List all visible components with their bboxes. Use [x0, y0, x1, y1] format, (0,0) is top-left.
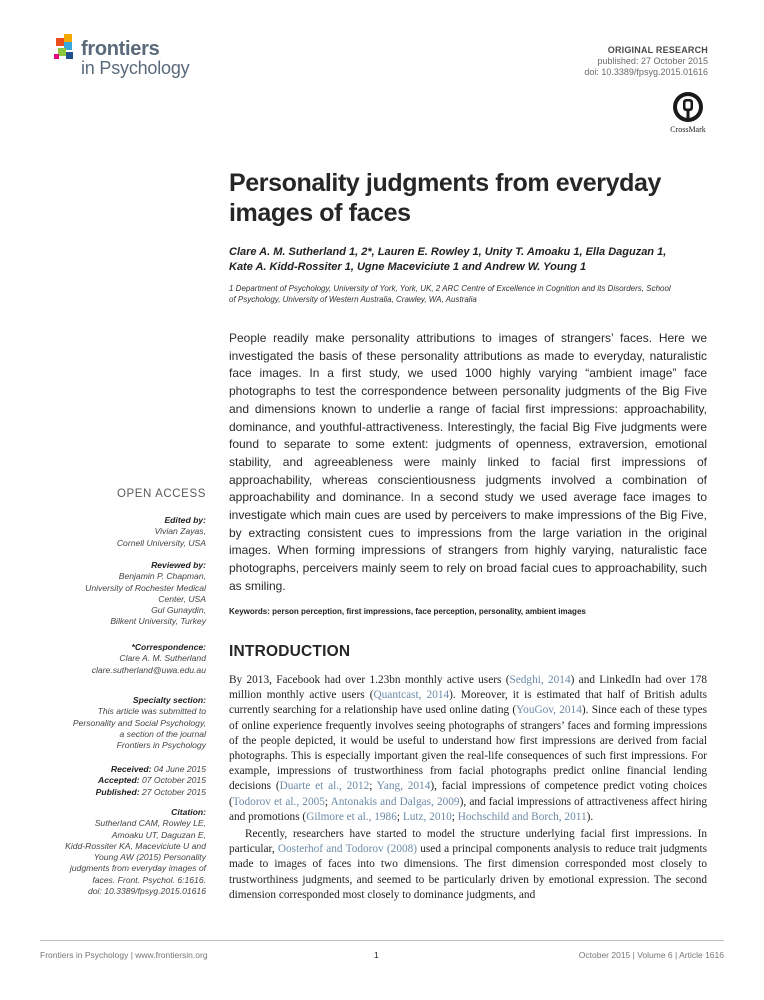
intro-paragraph-2 — [229, 827, 707, 903]
body-text: ). Since each of these types of online experience frequently involves seeing photographs of strangers’ faces and forming impressions of the people depicted, it would be useful to understand how first impressions are derived from facial photographs. This is especially important given the real-life consequences of such first impressions. For example, impressions of trustworthiness from facial photographs predict online financial lending decisions ( — [229, 704, 707, 793]
frontiers-logo-icon — [54, 34, 80, 64]
body-text: ). — [586, 810, 594, 823]
body-text: ; — [451, 810, 458, 823]
sidebar-line: faces. Front. Psychol. 6:1616. — [92, 874, 206, 885]
crossmark-badge[interactable] — [668, 91, 708, 137]
sidebar-line: This article was submitted to — [97, 706, 206, 717]
introduction-body — [229, 673, 707, 903]
footer-volume-info: October 2015 | Volume 6 | Article 1616 — [578, 950, 724, 960]
keywords: Keywords: person perception, first impressions, face perception, personality, ambient images — [229, 607, 586, 616]
body-text: ; — [396, 810, 403, 823]
reviewed-by-lines — [6, 571, 206, 627]
citation-link[interactable]: Sedghi, 2014 — [509, 674, 571, 686]
sidebar-line: Kidd-Rossiter KA, Maceviciute U and — [65, 840, 206, 851]
correspondence-lines[interactable] — [6, 653, 206, 676]
body-text: ), facial impressions of competence predict voting choices ( — [229, 780, 708, 808]
reviewed-by-block — [6, 560, 206, 628]
body-text: ). Moreover, it is estimated that half of British adults currently searching for a relationship have used online dating ( — [229, 689, 707, 717]
published-date: published: 27 October 2015 — [597, 56, 708, 66]
citation-link[interactable]: Todorov et al., 2005 — [232, 795, 325, 808]
article-title — [229, 168, 729, 228]
body-text: used a principal components analysis to reduce trait judgments made to images of faces into two dimensions. The first dimension corresponded most closely to trustworthiness judgments, and seemed to be particularly driven by emotional expression. The second dimension corresponded most closely to dominance judgments, and — [229, 843, 707, 901]
open-access-label: OPEN ACCESS — [116, 488, 206, 500]
footer-journal-link[interactable]: Frontiers in Psychology | www.frontiersin.org — [40, 950, 208, 960]
citation-link[interactable]: Lutz, 2010 — [402, 810, 452, 823]
sidebar-line: Frontiers in Psychology — [116, 740, 206, 751]
sidebar-line: a section of the journal — [119, 728, 206, 739]
sidebar-line: University of Rochester Medical — [85, 582, 206, 593]
body-text: ) and LinkedIn had over 178 million monthly active users ( — [229, 674, 708, 702]
sidebar-line: Benjamin P. Chapman, — [118, 571, 206, 582]
doi: doi: 10.3389/fpsyg.2015.01616 — [584, 67, 708, 77]
section-heading-introduction: INTRODUCTION — [229, 643, 351, 660]
sidebar-line: judgments from everyday images of — [69, 863, 206, 874]
crossmark-icon — [668, 91, 708, 125]
citation-link[interactable]: Gilmore et al., 1986 — [306, 810, 397, 823]
page-number: 1 — [374, 950, 379, 960]
body-text: By 2013, Facebook had over 1.23bn monthly active users ( — [229, 674, 510, 686]
edited-by-lines — [6, 526, 206, 549]
sidebar-line: Cornell University, USA — [116, 537, 206, 548]
specialty-lines — [6, 706, 206, 751]
title-line-1: Personality judgments from everyday — [229, 169, 661, 197]
reviewed-by-label: Reviewed by: — [151, 560, 206, 570]
sidebar-line: Center, USA — [158, 593, 206, 604]
correspondence-block — [6, 642, 206, 676]
specialty-block — [6, 695, 206, 751]
sidebar-line: doi: 10.3389/fpsyg.2015.01616 — [87, 886, 206, 897]
edited-by-label: Edited by: — [164, 515, 206, 525]
sidebar-line: Amoaku UT, Daguzan E, — [111, 829, 206, 840]
sidebar-line: Personality and Social Psychology, — [72, 717, 206, 728]
abstract: People readily make personality attributions to images of strangers’ faces. Here we investigated the basis of these personality attributions as made to everyday, naturalistic face images. In a first study, we used 1000 highly varying “ambient image” face photographs to test the correspondence between personality judgments of the Big Five and dimensions known to underlie a range of facial first impressions: approachability, dominance, and youthful-attractiveness. Interestingly, the facial Big Five judgments were found to separate to some extent: judgments of openness, extraversion, emotional stability, and agreeableness were mainly linked to facial first impressions of approachability, whereas conscientiousness judgments involved a combination of approachability and dominance. In a second study we used average face images to investigate which main cues are used by perceivers to make impressions of the Big Five, by extracting consistent cues to impressions from the large variation in the original images. When forming impressions of strangers from highly varying, naturalistic face photographs, perceivers mainly seem to rely on broad facial cues to approachability, such as smiling. — [229, 331, 707, 593]
title-line-2: images of faces — [229, 199, 411, 227]
citation-link[interactable]: Quantcast, 2014 — [373, 689, 450, 702]
affiliation-line-2: of Psychology, University of Western Australia, Crawley, WA, Australia — [229, 295, 477, 304]
citation-lines — [6, 818, 206, 897]
sidebar-line: clare.sutherland@uwa.edu.au — [91, 664, 206, 675]
body-text: ), and facial impressions of attractiveness affect hiring and promotions ( — [229, 795, 708, 823]
body-text: Recently, researchers have started to model the structure underlying facial first impressions. In particular, — [229, 828, 707, 856]
sidebar-line: Sutherland CAM, Rowley LE, — [94, 818, 206, 829]
sidebar-line: Vivian Zayas, — [154, 526, 206, 537]
citation-link[interactable]: Antonakis and Dalgas, 2009 — [330, 795, 460, 808]
body-text: ; — [324, 795, 331, 808]
author-list — [229, 245, 709, 275]
authors-line-1: Clare A. M. Sutherland 1, 2*, Lauren E. Rowley 1, Unity T. Amoaku 1, Ella Daguzan 1, — [229, 246, 667, 258]
citation-link[interactable]: Duarte et al., 2012 — [279, 780, 370, 793]
journal-name: frontiers — [81, 38, 160, 60]
specialty-label: Specialty section: — [132, 695, 206, 705]
affiliation-line-1: 1 Department of Psychology, University of York, York, UK, 2 ARC Centre of Excellence in Cognition and its Disorders, School — [229, 284, 671, 293]
sidebar-line: Clare A. M. Sutherland — [119, 653, 206, 664]
sidebar-line: Young AW (2015) Personality — [93, 852, 206, 863]
correspondence-label: *Correspondence: — [131, 642, 206, 652]
citation-block — [6, 807, 206, 897]
sidebar-line: Gul Gunaydin, — [151, 605, 206, 616]
authors-line-2: Kate A. Kidd-Rossiter 1, Ugne Maceviciute 1 and Andrew W. Young 1 — [229, 261, 587, 273]
journal-subtitle: in Psychology — [81, 58, 190, 78]
crossmark-label: CrossMark — [670, 125, 706, 134]
citation-link[interactable]: Yang, 2014 — [376, 780, 431, 793]
article-meta — [584, 45, 708, 78]
citation-label: Citation: — [171, 807, 206, 817]
intro-paragraph-1 — [229, 673, 707, 825]
published-date-sidebar: Published: 27 October 2015 — [95, 786, 206, 797]
citation-link[interactable]: YouGov, 2014 — [516, 704, 582, 717]
footer-divider — [40, 940, 724, 941]
citation-link[interactable]: Hochschild and Borch, 2011 — [457, 810, 587, 823]
journal-logo[interactable] — [54, 34, 214, 82]
affiliations — [229, 283, 709, 305]
body-text: ; — [369, 780, 377, 793]
sidebar-line: Bilkent University, Turkey — [110, 616, 206, 627]
received-date: Received: 04 June 2015 — [110, 764, 206, 774]
accepted-date: Accepted: 07 October 2015 — [98, 775, 206, 786]
edited-by-block — [6, 515, 206, 549]
citation-link[interactable]: Oosterhof and Todorov (2008) — [277, 843, 418, 856]
dates-block — [6, 764, 206, 798]
article-type: ORIGINAL RESEARCH — [607, 45, 708, 55]
